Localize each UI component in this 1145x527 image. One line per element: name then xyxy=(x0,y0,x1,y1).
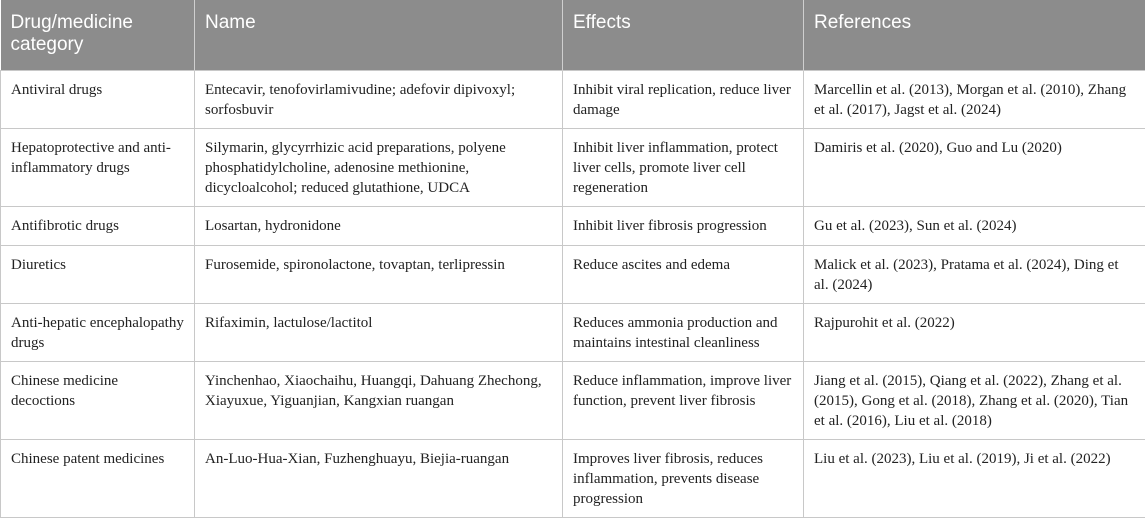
cell-category: Hepatoprotective and anti-inflammatory drugs xyxy=(1,129,195,207)
cell-references: Rajpurohit et al. (2022) xyxy=(804,304,1145,362)
table-header xyxy=(1,0,1145,71)
header-name: Name xyxy=(195,0,563,71)
table-row xyxy=(1,304,1145,362)
header-row xyxy=(1,0,1145,71)
cell-effects: Improves liver fibrosis, reduces inflammation, prevents disease progression xyxy=(563,440,804,518)
cell-name: An-Luo-Hua-Xian, Fuzhenghuayu, Biejia-ruangan xyxy=(195,440,563,518)
cell-name: Yinchenhao, Xiaochaihu, Huangqi, Dahuang Zhechong, Xiayuxue, Yiguanjian, Kangxian ruangan xyxy=(195,362,563,440)
cell-category: Antifibrotic drugs xyxy=(1,207,195,246)
table-row xyxy=(1,207,1145,246)
header-category: Drug/medicine category xyxy=(1,0,195,71)
cell-references: Marcellin et al. (2013), Morgan et al. (2010), Zhang et al. (2017), Jagst et al. (2024) xyxy=(804,71,1145,129)
cell-effects: Reduce ascites and edema xyxy=(563,246,804,304)
cell-category: Chinese medicine decoctions xyxy=(1,362,195,440)
cell-effects: Inhibit viral replication, reduce liver damage xyxy=(563,71,804,129)
cell-references: Jiang et al. (2015), Qiang et al. (2022), Zhang et al. (2015), Gong et al. (2018), Zhang et al. (2020), Tian et al. (2016), Liu et al. (2018) xyxy=(804,362,1145,440)
table-row xyxy=(1,362,1145,440)
cell-references: Damiris et al. (2020), Guo and Lu (2020) xyxy=(804,129,1145,207)
cell-references: Gu et al. (2023), Sun et al. (2024) xyxy=(804,207,1145,246)
cell-name: Silymarin, glycyrrhizic acid preparations, polyene phosphatidylcholine, adenosine methionine, dicycloalcohol; reduced glutathione, UDCA xyxy=(195,129,563,207)
header-references: References xyxy=(804,0,1145,71)
cell-name: Furosemide, spironolactone, tovaptan, terlipressin xyxy=(195,246,563,304)
cell-name: Rifaximin, lactulose/lactitol xyxy=(195,304,563,362)
cell-category: Antiviral drugs xyxy=(1,71,195,129)
table-body xyxy=(1,71,1145,518)
header-effects: Effects xyxy=(563,0,804,71)
cell-category: Chinese patent medicines xyxy=(1,440,195,518)
cell-effects: Reduce inflammation, improve liver function, prevent liver fibrosis xyxy=(563,362,804,440)
cell-category: Diuretics xyxy=(1,246,195,304)
cell-effects: Inhibit liver fibrosis progression xyxy=(563,207,804,246)
cell-effects: Inhibit liver inflammation, protect liver cells, promote liver cell regeneration xyxy=(563,129,804,207)
cell-references: Malick et al. (2023), Pratama et al. (2024), Ding et al. (2024) xyxy=(804,246,1145,304)
table-row xyxy=(1,440,1145,518)
table-row xyxy=(1,71,1145,129)
cell-effects: Reduces ammonia production and maintains intestinal cleanliness xyxy=(563,304,804,362)
cell-category: Anti-hepatic encephalopathy drugs xyxy=(1,304,195,362)
table-row xyxy=(1,246,1145,304)
table-row xyxy=(1,129,1145,207)
cell-name: Entecavir, tenofovirlamivudine; adefovir dipivoxyl; sorfosbuvir xyxy=(195,71,563,129)
cell-references: Liu et al. (2023), Liu et al. (2019), Ji et al. (2022) xyxy=(804,440,1145,518)
cell-name: Losartan, hydronidone xyxy=(195,207,563,246)
